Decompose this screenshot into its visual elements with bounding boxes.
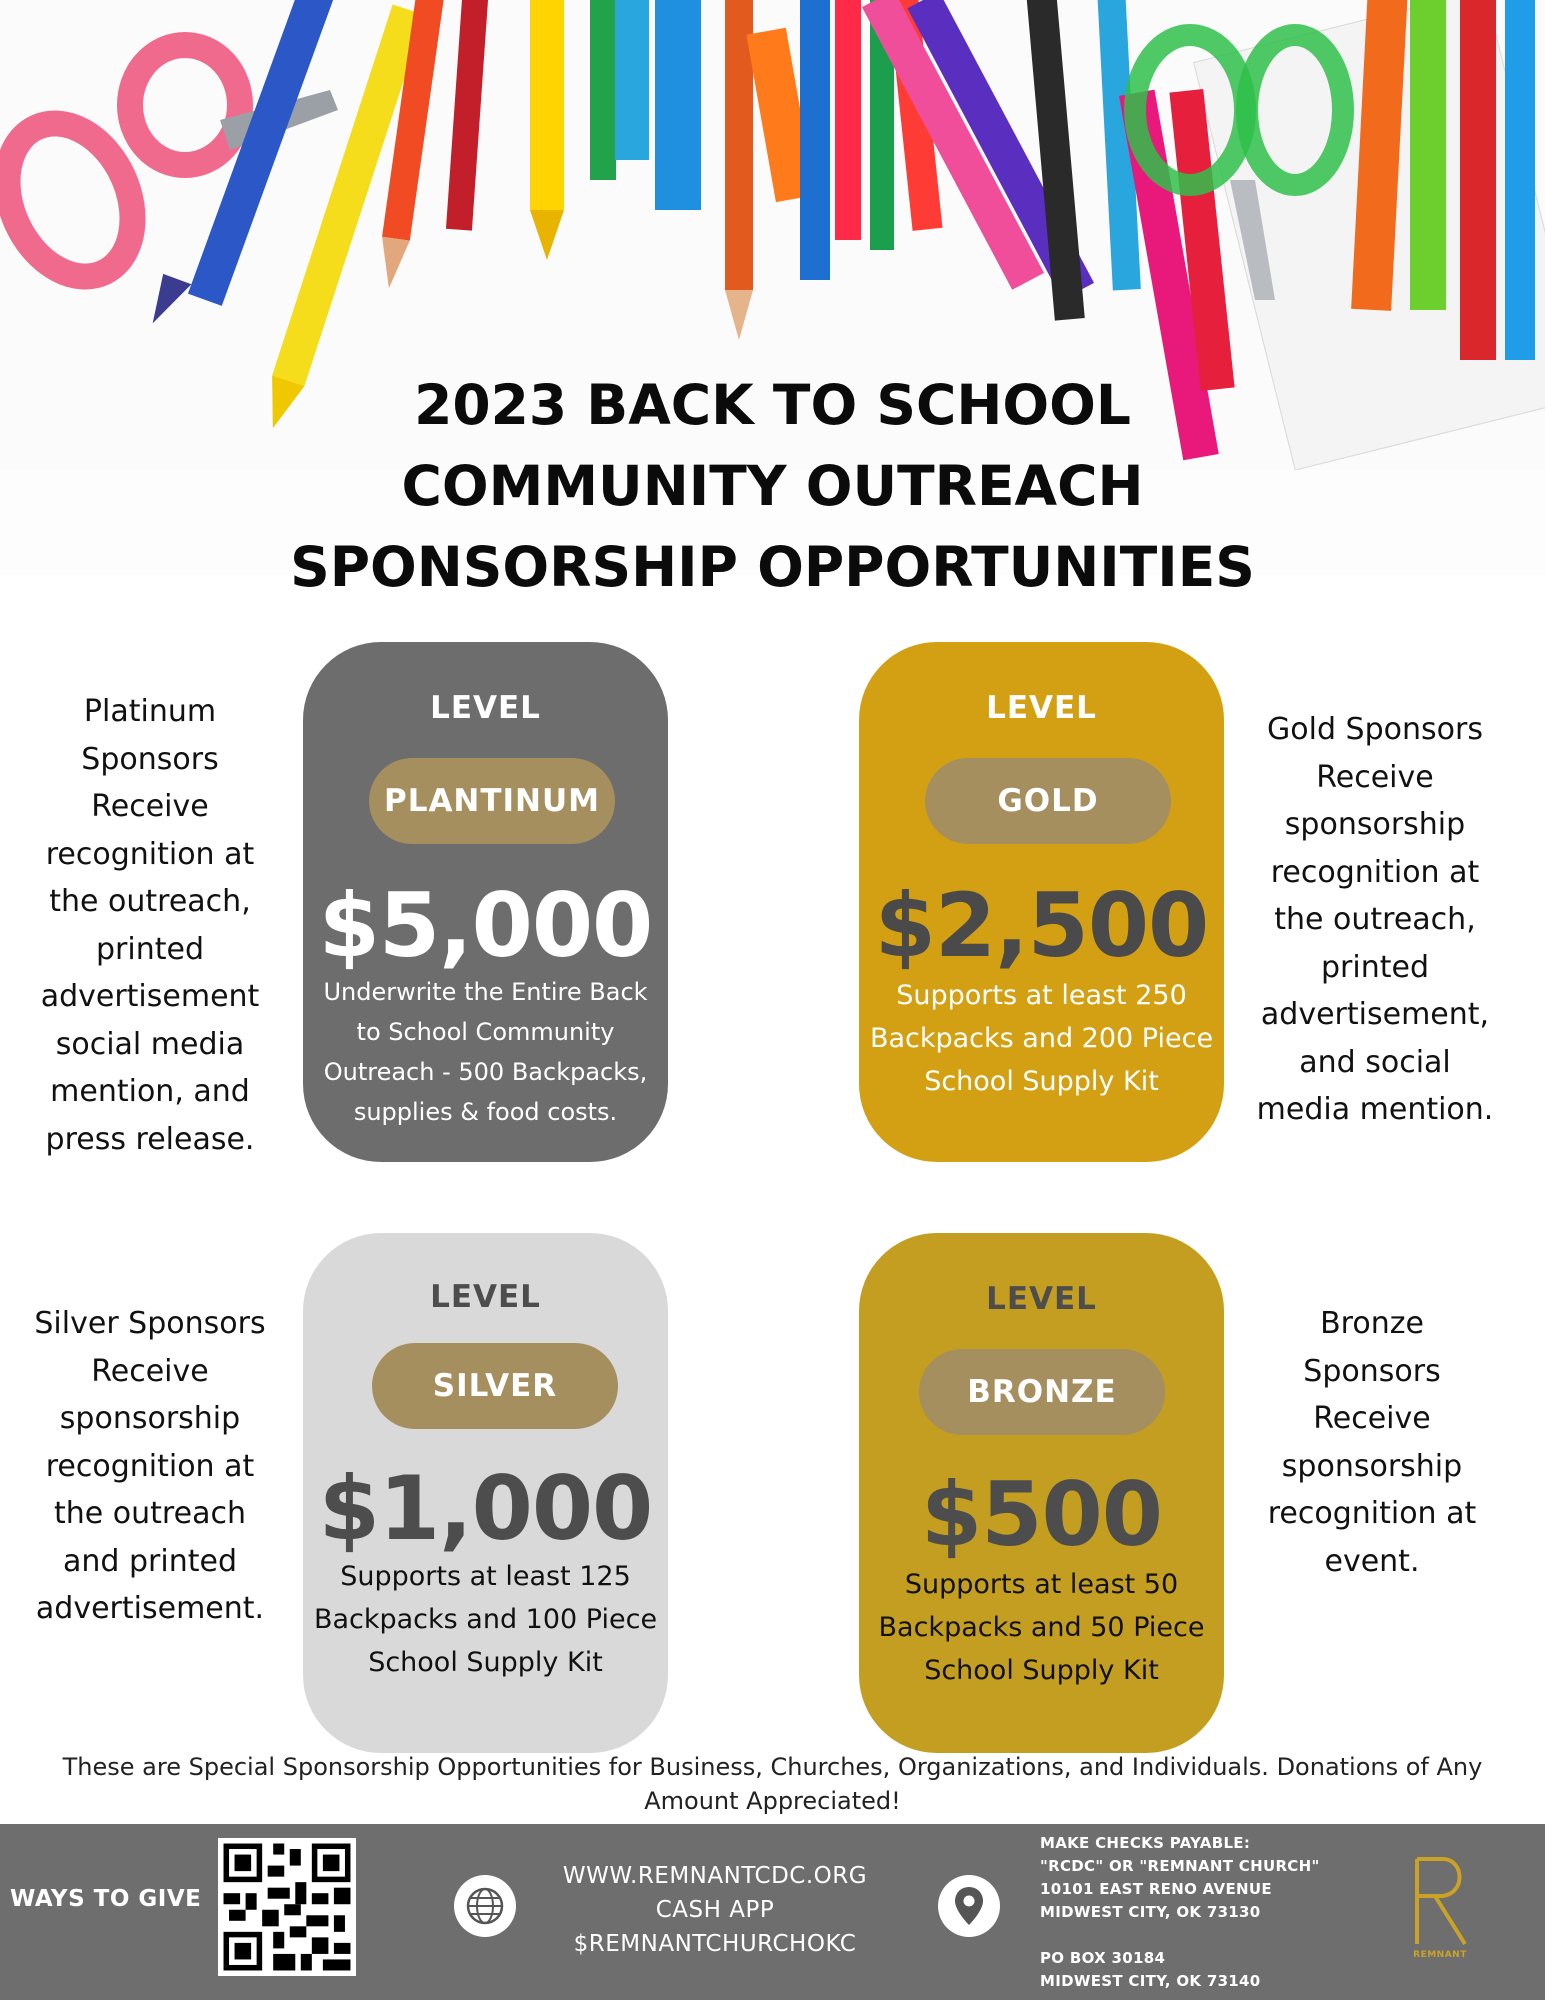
- address-line: MAKE CHECKS PAYABLE:: [1040, 1834, 1251, 1852]
- cash-app-label: CASH APP: [655, 1897, 775, 1923]
- level-description: Supports at least 50 Backpacks and 50 Piece School Supply Kit: [878, 1569, 1205, 1686]
- address-line: MIDWEST CITY, OK 73130: [1040, 1903, 1261, 1921]
- level-name-badge: GOLD: [925, 758, 1171, 844]
- sponsorship-amount: $2,500: [874, 874, 1209, 977]
- bronze-card: [859, 1233, 1224, 1753]
- level-description: Supports at least 250 Backpacks and 200 Piece School Supply Kit: [869, 980, 1214, 1097]
- address-line: PO BOX 30184: [1040, 1949, 1166, 1967]
- globe-icon: [454, 1875, 516, 1937]
- address-spacer: [1040, 1924, 1370, 1947]
- title-line-1: 2023 BACK TO SCHOOL: [414, 373, 1131, 437]
- sponsorship-amount: $5,000: [318, 874, 653, 977]
- page-title: [0, 365, 1545, 608]
- mailing-address: [1040, 1832, 1370, 1993]
- donation-note: These are Special Sponsorship Opportunities for Business, Churches, Organizations, and Individuals. Donations of Any Amount Appreciated!: [62, 1753, 1483, 1815]
- level-label: LEVEL: [430, 690, 541, 726]
- cash-app-tag: $REMNANTCHURCHOKC: [573, 1931, 857, 1957]
- level-description: Supports at least 125 Backpacks and 100 Piece School Supply Kit: [313, 1561, 658, 1678]
- gold-card: [859, 642, 1224, 1162]
- sponsorship-amount: $500: [921, 1463, 1162, 1566]
- silver-benefits: Silver Sponsors Receive sponsorship recognition at the outreach and printed advertisement.: [34, 1306, 266, 1626]
- ways-to-give-label: WAYS TO GIVE: [10, 1886, 202, 1912]
- level-name-badge: BRONZE: [919, 1349, 1165, 1435]
- footer: [0, 1824, 1545, 2000]
- bronze-benefits: Bronze Sponsors Receive sponsorship recognition at event.: [1267, 1306, 1477, 1579]
- level-label: LEVEL: [986, 690, 1097, 726]
- level-label: LEVEL: [986, 1281, 1097, 1317]
- logo-text: REMNANT: [1413, 1950, 1467, 1960]
- platinum-benefits: Platinum Sponsors Receive recognition at the outreach, printed advertisement social media mention, and press release.: [40, 694, 260, 1157]
- online-giving-info: [540, 1859, 890, 1961]
- level-name-badge: PLANTINUM: [369, 758, 615, 844]
- address-line: 10101 EAST RENO AVENUE: [1040, 1880, 1272, 1898]
- platinum-card: [303, 642, 668, 1162]
- level-description: Underwrite the Entire Back to School Community Outreach - 500 Backpacks, supplies & food costs.: [323, 978, 648, 1126]
- remnant-logo-icon: [1405, 1854, 1475, 1974]
- website-link[interactable]: WWW.REMNANTCDC.ORG: [562, 1863, 868, 1889]
- sponsorship-amount: $1,000: [318, 1457, 653, 1560]
- title-line-3: SPONSORSHIP OPPORTUNITIES: [290, 535, 1255, 599]
- level-label: LEVEL: [430, 1279, 541, 1315]
- level-name-badge: SILVER: [372, 1343, 618, 1429]
- location-pin-icon: [938, 1875, 1000, 1937]
- silver-card: [303, 1233, 668, 1753]
- address-line: MIDWEST CITY, OK 73140: [1040, 1972, 1261, 1990]
- title-line-2: COMMUNITY OUTREACH: [401, 454, 1144, 518]
- gold-benefits: Gold Sponsors Receive sponsorship recognition at the outreach, printed advertisement, and social media mention.: [1256, 712, 1494, 1127]
- address-line: "RCDC" OR "REMNANT CHURCH": [1040, 1857, 1320, 1875]
- qr-code-icon[interactable]: [218, 1838, 356, 1976]
